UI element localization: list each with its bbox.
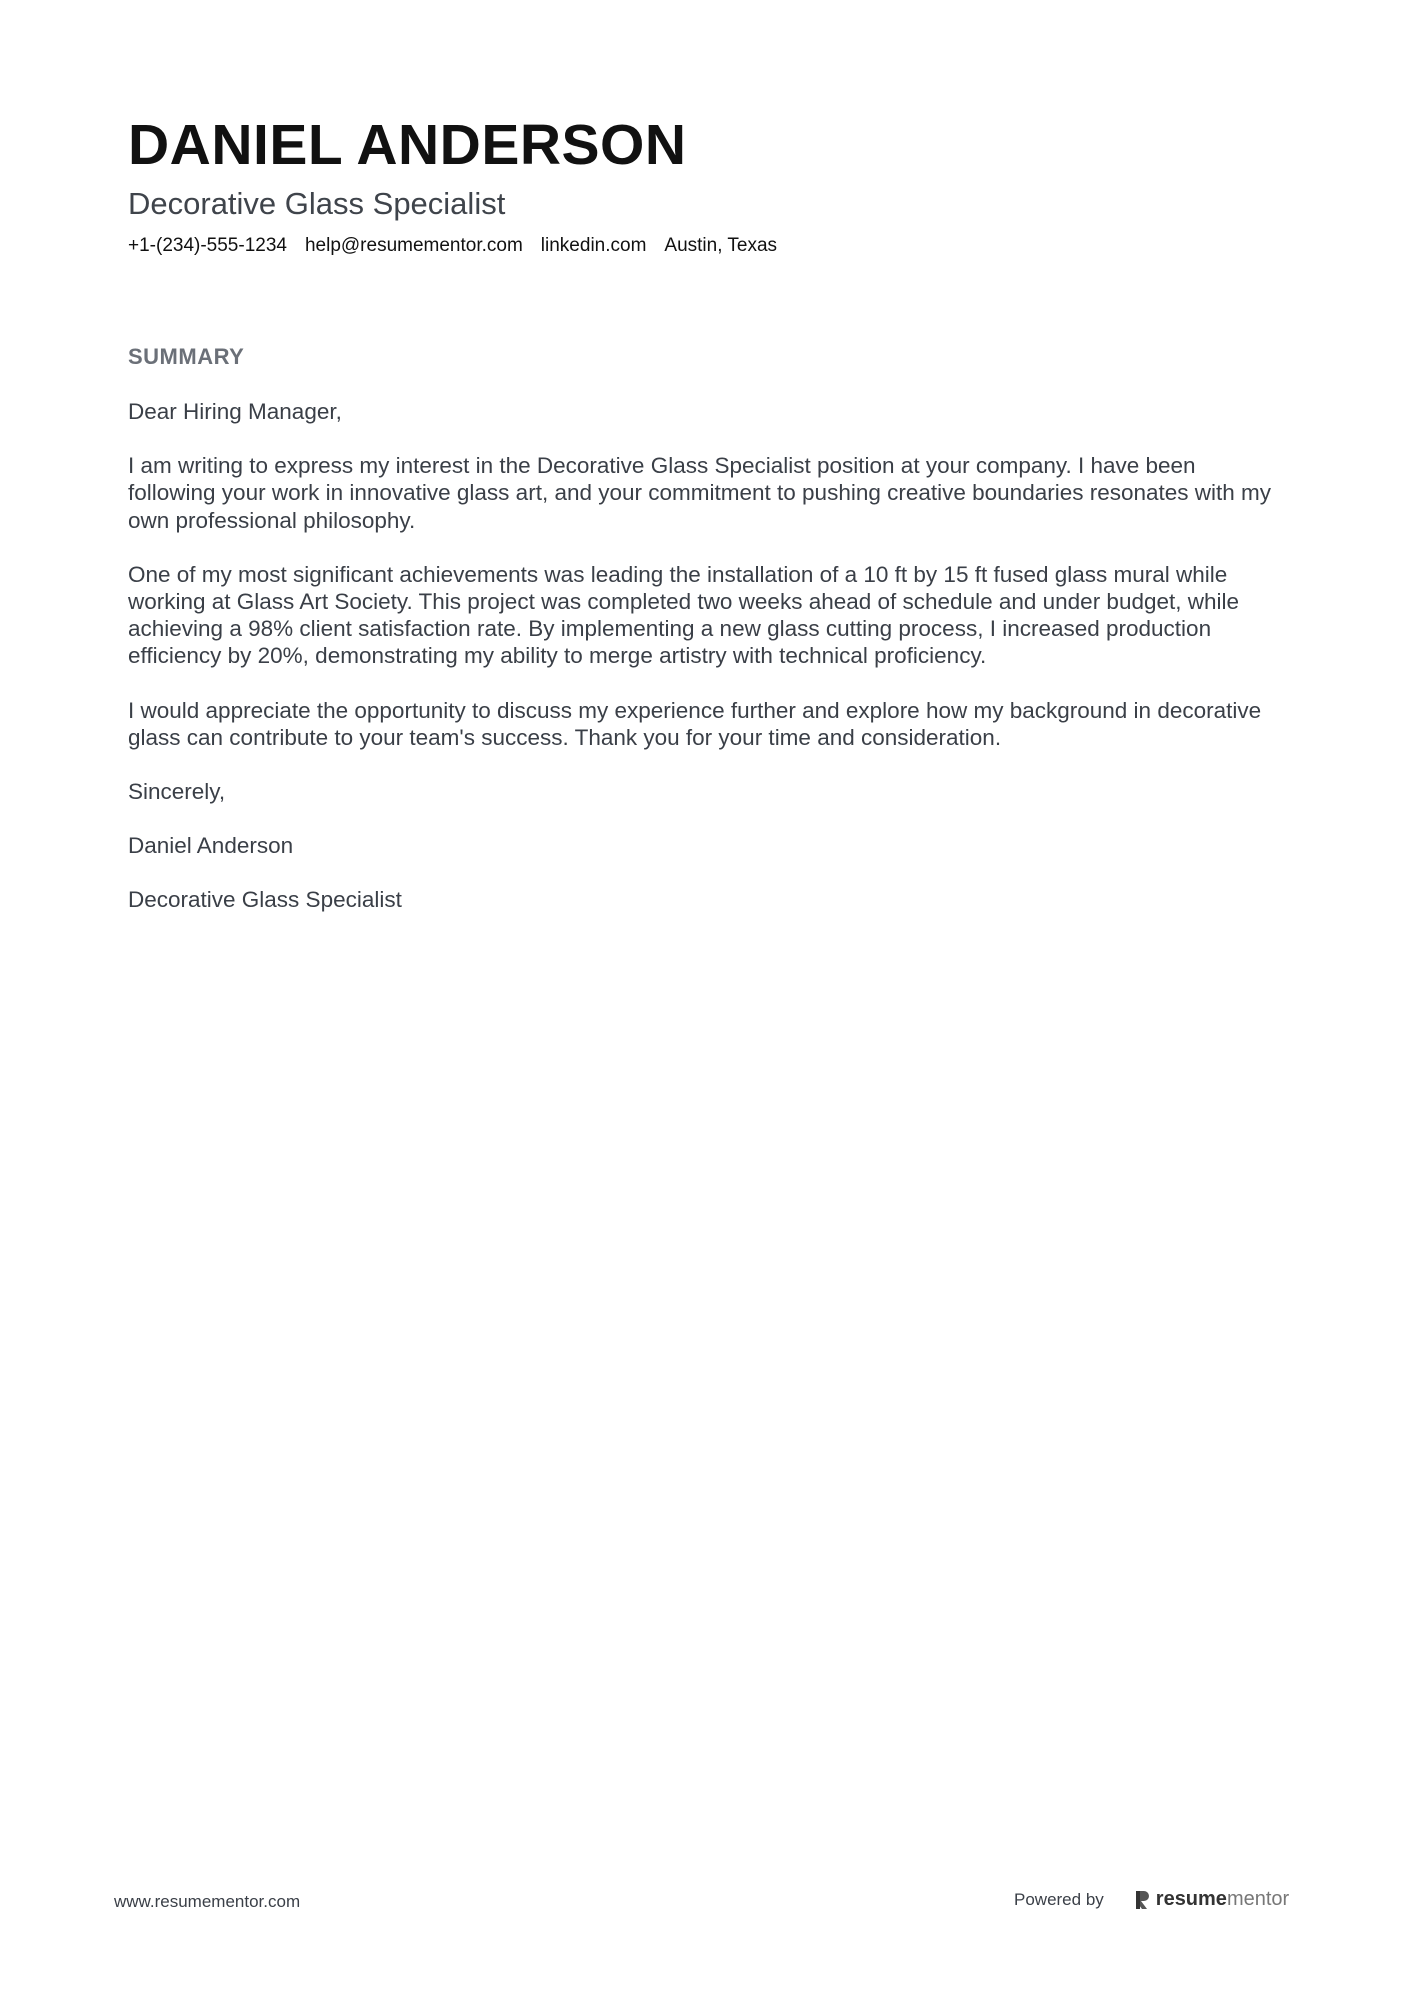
letter-closing: Sincerely, xyxy=(128,779,226,805)
brand-name-bold: resume xyxy=(1155,1888,1227,1910)
footer-website[interactable]: www.resumementor.com xyxy=(114,1892,301,1911)
section-heading-summary: SUMMARY xyxy=(128,344,245,369)
brand-name-light: mentor xyxy=(1226,1888,1290,1910)
signature-title: Decorative Glass Specialist xyxy=(128,887,402,913)
brand-logo[interactable] xyxy=(1134,1888,1289,1911)
signature-name: Daniel Anderson xyxy=(128,833,294,859)
job-title: Decorative Glass Specialist xyxy=(128,186,506,221)
letter-body xyxy=(128,398,1288,941)
contact-email[interactable]: help@resumementor.com xyxy=(304,235,523,256)
candidate-name: DANIEL ANDERSON xyxy=(128,113,687,177)
letter-paragraph: I am writing to express my interest in the Decorative Glass Specialist position at your company. I have been following your work in innovative glass art, and your commitment to pushing creative boundaries resonates with my own professional philosophy. xyxy=(128,453,1272,533)
contact-location: Austin, Texas xyxy=(664,235,778,256)
footer-branding xyxy=(1014,1888,1289,1911)
resumementor-logo-icon xyxy=(1134,1890,1150,1910)
header xyxy=(128,112,1278,260)
letter-greeting: Dear Hiring Manager, xyxy=(128,399,342,424)
contact-phone: +1-(234)-555-1234 xyxy=(128,235,287,256)
powered-by-label: Powered by xyxy=(1014,1889,1104,1909)
letter-paragraph: I would appreciate the opportunity to discuss my experience further and explore how my background in decorative glass can contribute to your team's success. Thank you for your time and consideration. xyxy=(128,697,1262,750)
contact-linkedin[interactable]: linkedin.com xyxy=(540,235,647,256)
contact-info xyxy=(128,232,1278,260)
letter-paragraph: One of my most significant achievements was leading the installation of a 10 ft by 15 ft fused glass mural while working at Glass Art Society. This project was completed two weeks ahead of schedule and under budget, while achieving a 98% client satisfaction rate. By implementing a new glass cutting process, I increased production efficiency by 20%, demonstrating my ability to merge artistry with technical proficiency. xyxy=(128,561,1240,669)
